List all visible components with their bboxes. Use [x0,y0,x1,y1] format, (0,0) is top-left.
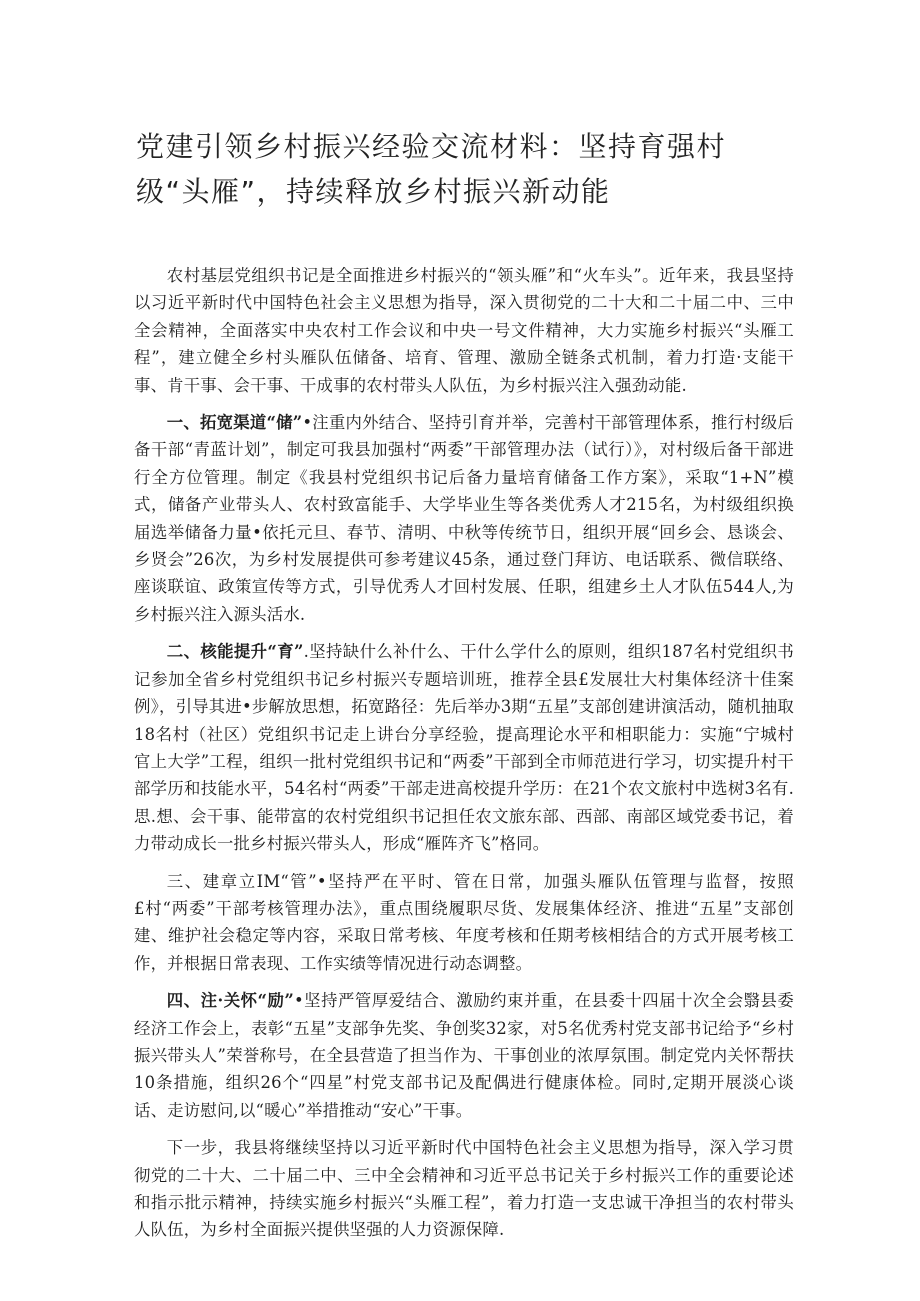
section-4-text: •坚持严管厚爱结合、激励约束并重，在县委十四届十次全会翳县委经济工作会上，表彰“五星”支部争先奖、争创奖32家，对5名优秀村党支部书记给予“乡村振兴带头人”荣誉称号，在全县营造了担当作为、干事创业的浓厚氛围。制定党内关怀帮扶10条措施，组织26个“四星”村党支部书记及配偶进行健康体检。同时,定期开展淡心谈话、走访慰问,以“暖心”举措推动“安心”干事。 [134,991,794,1120]
paragraph-section-2 [134,638,794,857]
paragraph-section-1 [134,409,794,628]
section-2-heading: 二、核能提升“育” [166,642,304,662]
document-title: 党建引领乡村振兴经验交流材料：坚持育强村级“头雁”，持续释放乡村振兴新动能 [136,130,727,208]
section-4-heading: 四、注·关怀“励” [166,991,294,1011]
document-body [134,262,794,1254]
paragraph-intro-text: 农村基层党组织书记是全面推进乡村振兴的“领头雁”和“火车头”。近年来，我县坚持以习近平新时代中国特色社会主义思想为指导，深入贯彻党的二十大和二十届二中、三中全会精神，全面落实中央农村工作会议和中央一号文件精神，大力实施乡村振兴“头雁工程”，建立健全乡村头雁队伍储备、培育、管理、激励全链条式机制，着力打造·支能干事、肯干事、会干事、干成事的农村带头人队伍，为乡村振兴注入强劲动能. [134,266,794,395]
section-2-text: .坚持缺什么补什么、干什么学什么的原则，组织187名村党组织书记参加全省乡村党组织书记乡村振兴专题培训班，推荐全县£发展壮大村集体经济十佳案例》，引导其进•步解放思想，拓宽路径：先后举办3期“五星”支部创建讲演活动，随机抽取18名村（社区）党组织书记走上讲台分享经验，提高理论水平和相职能力：实施“宁城村官上大学”工程，组织一批村党组织书记和“两委”干部到全市师范进行学习，切实提升村干部学历和技能水平，54名村“两委”干部走进高校提升学历：在21个农文旅村中选树3名有.思.想、会干事、能带富的农村党组织书记担任农文旅东部、西部、南部区域党委书记，着力带动成长一批乡村振兴带头人，形成“雁阵齐飞”格同。 [134,642,795,854]
paragraph-conclusion-text: 下一步，我县将继续坚持以习近平新时代中国特色社会主义思想为指导，深入学习贯彻党的二十大、二十届二中、三中全会精神和习近平总书记关于乡村振兴工作的重要论述和指示批示精神，持续实施乡村振兴“头雁工程”，着力打造一支忠诚干净担当的农村带头人队伍，为乡村全面振兴提供坚强的人力资源保障. [134,1138,794,1240]
paragraph-section-3 [134,868,794,978]
section-3-text: 三、建章立IM“管”•坚持严在平时、管在日常，加强头雁队伍管理与监督，按照£村“两委”干部考核管理办法》，重点围绕履职尽货、发展集体经济、推进“五星”支部创建、维护社会稳定等内容，采取日常考核、年度考核和任期考核相结合的方式开展考核工作，并根据日常表现、工作实绩等情况进行动态调整。 [134,871,794,973]
paragraph-intro [134,262,794,399]
section-1-text: •注重内外结合、坚持引育并举，完善村干部管理体系，推行村级后备干部“青蓝计划”，制定可我县加强村“两委”干部管理办法（试行）》，对村级后备干部进行全方位管理。制定《我县村党组织书记后备力量培育储备工作方案》，采取“1+N”模式，储备产业带头人、农村致富能手、大学毕业生等各类优秀人才215名，为村级组织换届选举储备力量•依托元旦、春节、清明、中秋等传统节日，组织开展“回乡会、恳谈会、乡贤会”26次，为乡村发展提供可参考建议45条，通过登门拜访、电话联系、微信联络、座谈联谊、政策宣传等方式，引导优秀人才回村发展、任职，组建乡土人才队伍544人,为乡村振兴注入源头活水. [134,413,795,624]
section-1-heading: 一、拓宽渠道“储” [166,413,303,433]
paragraph-section-4 [134,987,794,1124]
paragraph-conclusion [134,1134,794,1244]
